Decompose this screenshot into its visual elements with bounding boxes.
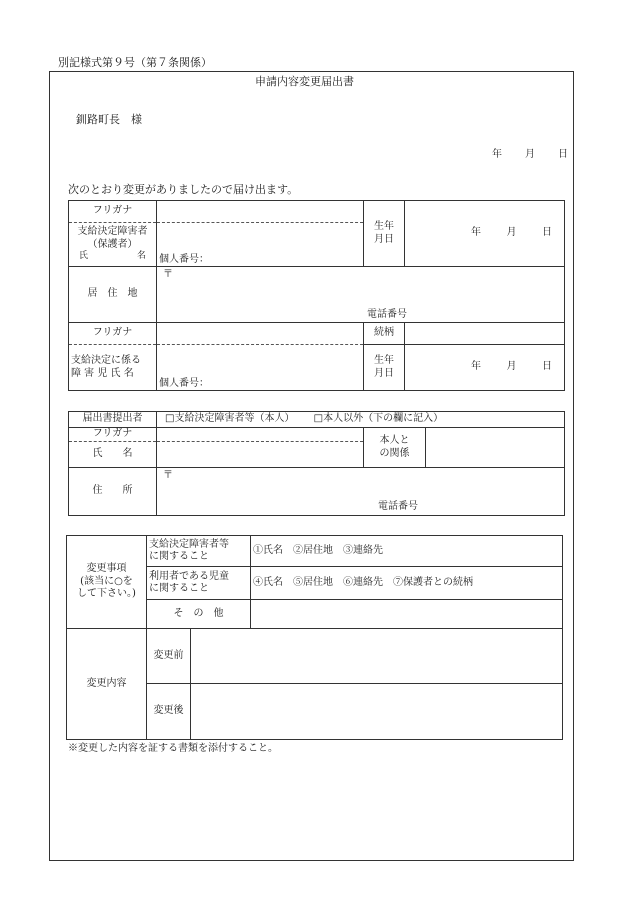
form-label: 別記様式第９号（第７条関係） (58, 56, 212, 69)
submitter-address-field[interactable] (157, 468, 565, 516)
submitter-name-field[interactable] (157, 442, 364, 468)
date-day: 日 (558, 149, 568, 160)
submitter-table (68, 411, 565, 516)
after-label: 変更後 (147, 684, 191, 740)
footnote: ※変更した内容を証する書類を添付すること。 (68, 743, 278, 754)
submitter-relation-field[interactable] (426, 428, 565, 468)
child-birth-field[interactable]: 年 月 日 (405, 345, 565, 391)
submitter-postal-mark: 〒 (163, 470, 173, 481)
row3-field[interactable] (251, 600, 563, 629)
after-field[interactable] (191, 684, 563, 740)
before-field[interactable] (191, 629, 563, 684)
submitter-label: 届出書提出者 (69, 412, 157, 428)
change-content-label: 変更内容 (67, 629, 147, 740)
submitter-options (157, 412, 565, 428)
submitter-furigana-field[interactable] (157, 428, 364, 442)
child-birth-label: 生年月日 (364, 345, 405, 391)
intro-text: 次のとおり変更がありましたので届け出ます。 (68, 183, 299, 196)
addressee: 釧路町長 様 (76, 113, 142, 126)
residence-phone-label: 電話番号 (367, 309, 407, 320)
submitter-relation-label: 本人と の関係 (364, 428, 426, 468)
applicant-name-field[interactable] (157, 223, 364, 267)
relation-field[interactable] (405, 323, 565, 345)
personal-number-label-2: 個人番号： (159, 377, 209, 389)
applicant-name-label: 支給決定障害者 （保護者） 氏 名 (69, 223, 157, 267)
furigana-field[interactable] (157, 201, 364, 223)
applicant-table (68, 200, 565, 391)
birth-label: 生年月日 (364, 201, 405, 267)
child-name-label: 支給決定に係る 障 害 児 氏 名 (69, 345, 157, 391)
birth-field[interactable]: 年 月 日 (405, 201, 565, 267)
child-furigana-label: フリガナ (69, 323, 157, 345)
row1-options[interactable]: ①氏名 ②居住地 ③連絡先 (251, 536, 563, 567)
row3-label: そ の 他 (147, 600, 251, 629)
option-self-checkbox[interactable]: □支給決定障害者等（本人） (165, 413, 295, 425)
residence-field[interactable] (157, 267, 565, 323)
relation-label: 続柄 (364, 323, 405, 345)
option-other-checkbox[interactable]: □本人以外（下の欄に記入） (313, 413, 444, 425)
postal-mark: 〒 (163, 269, 173, 280)
date-month: 月 (525, 149, 535, 160)
child-furigana-field[interactable] (157, 323, 364, 345)
child-name-field[interactable] (157, 345, 364, 391)
change-table (66, 535, 563, 740)
furigana-label: フリガナ (69, 201, 157, 223)
page-title: 申請内容変更届出書 (255, 75, 354, 88)
residence-label: 居 住 地 (69, 267, 157, 323)
submitter-name-label: 氏 名 (69, 442, 157, 468)
row2-label: 利用者である児童 に関すること (147, 567, 251, 600)
submitter-phone-label: 電話番号 (378, 501, 418, 512)
before-label: 変更前 (147, 629, 191, 684)
change-items-label: 変更事項 (該当に○を して下さい。) (67, 536, 147, 629)
submitter-furigana-label: フリガナ (69, 428, 157, 442)
row2-options[interactable]: ④氏名 ⑤居住地 ⑥連絡先 ⑦保護者との続柄 (251, 567, 563, 600)
submitter-address-label: 住 所 (69, 468, 157, 516)
row1-label: 支給決定障害者等 に関すること (147, 536, 251, 567)
personal-number-label: 個人番号： (159, 253, 209, 265)
date-year: 年 (492, 149, 502, 160)
